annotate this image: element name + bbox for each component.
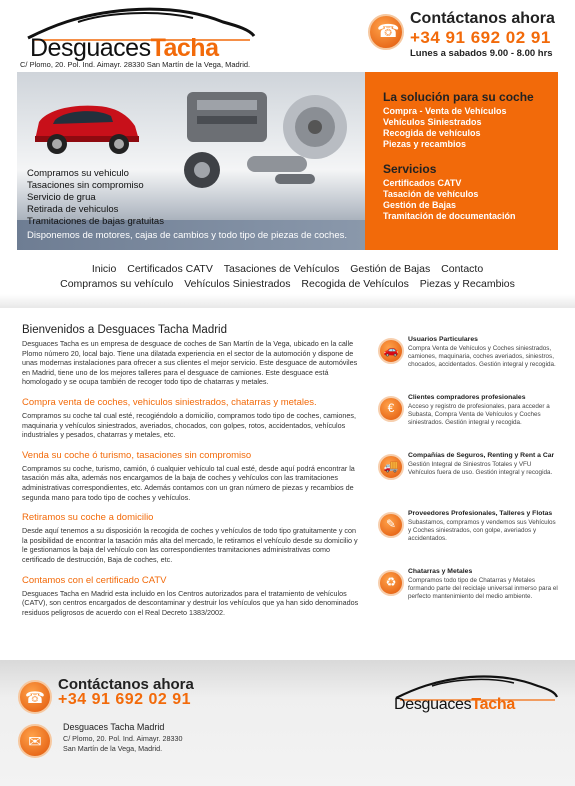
sidebar-item-text: Subastamos, compramos y vendemos sus Vehículos y Coches siniestrados, con golpe, averiados y accidentados. [408, 519, 556, 543]
header-contact [368, 10, 568, 66]
solutions-title: La solución para su coche [383, 90, 534, 104]
footer-phone-icon: ☎ [18, 680, 52, 714]
header-address: C/ Plomo, 20. Pol. Ind. Aimayr. 28330 San Martín de la Vega, Madrid. [20, 60, 251, 69]
footer [0, 660, 575, 786]
footer-company-name: Desguaces Tacha Madrid [63, 722, 165, 732]
business-hours: Lunes a sabados 9.00 - 8.00 hrs [410, 48, 553, 59]
hero-list-item: Servicio de grua [27, 192, 96, 203]
nav-link-tasaciones[interactable]: Tasaciones de Vehículos [223, 263, 340, 275]
logo[interactable] [18, 4, 258, 70]
solution-link[interactable]: Vehículos Siniestrados [383, 117, 482, 127]
red-car-icon [27, 92, 147, 162]
wrench-icon: ✎ [378, 512, 404, 538]
service-link[interactable]: Certificados CATV [383, 178, 462, 188]
nav-link-certificados[interactable]: Certificados CATV [127, 263, 213, 275]
footer-contact-title: Contáctanos ahora [58, 676, 194, 693]
hero-solutions-panel [365, 72, 558, 250]
service-link[interactable]: Tramitación de documentación [383, 211, 516, 221]
sidebar-item-profesionales[interactable] [378, 388, 558, 446]
sidebar-item-particulares[interactable] [378, 330, 558, 388]
hero-list-item: Compramos su vehiculo [27, 168, 129, 179]
hero-list-item: Retirada de vehiculos [27, 204, 119, 215]
solution-link[interactable]: Compra - Venta de Vehículos [383, 106, 507, 116]
service-link[interactable]: Gestión de Bajas [383, 200, 457, 210]
sidebar-item-title: Proveedores Profesionales, Talleres y Flotas [408, 510, 553, 517]
section-heading: Retiramos su coche a domicilio [22, 512, 154, 524]
car-icon: 🚗 [378, 338, 404, 364]
nav-link-siniestrados[interactable]: Vehículos Siniestrados [184, 278, 291, 290]
header [0, 0, 575, 72]
phone-icon: ☎ [368, 14, 404, 50]
service-link[interactable]: Tasación de vehículos [383, 189, 479, 199]
sidebar-item-proveedores[interactable] [378, 504, 558, 562]
sidebar-item-text: Compra Venta de Vehículos y Coches siniestrados, camiones, maquinaria, coches averiados, siniestros, chocados, accidentados. Gestión integral y recogida. [408, 345, 556, 369]
truck-icon: 🚚 [378, 454, 404, 480]
hero-service-list [27, 168, 365, 242]
page-title: Bienvenidos a Desguaces Tacha Madrid [22, 324, 227, 336]
sidebar [378, 330, 558, 620]
section-heading: Venda su coche ó turismo, tasaciones sin compromiso [22, 449, 252, 461]
footer-address-line: C/ Plomo, 20. Pol. Ind. Aimayr. 28330 [63, 734, 183, 743]
sidebar-item-title: Usuarios Particulares [408, 336, 478, 343]
nav-row-2 [0, 277, 575, 292]
section-text: Compramos su coche, turismo, camión, ó cualquier vehículo tal cual esté, desde aquí podrá encontrar la tasación más alta, además nos encargamos de la baja de coches y vehículos con las tramitaciones administrativas correspondientes, etc. Además contamos con un gran número de piezas y recambios de segunda mano para todo tipo de coches y vehículos. [22, 463, 355, 502]
nav-link-contacto[interactable]: Contacto [441, 263, 484, 275]
footer-mail-icon: ✉ [18, 724, 52, 758]
hero-banner [17, 72, 558, 250]
footer-address [63, 734, 182, 753]
services-title: Servicios [383, 162, 437, 176]
intro-paragraph: Desguaces Tacha es un empresa de desguace de coches de San Martín de la Vega, ubicado en la calle Plomo número 20, local bajo. Tiene una dilatada experiencia en el sector de la automoción y dispone de unas modernas instalaciones para ofrecer a sus clientes el mejor servicio. Este desguace de automóviles en Madrid, tiene uno de los mejores talleres para el desguace de camiones. Este desguace está homologado y se ocupa también de recoger todo tipo de chatarras y metales. [22, 339, 358, 387]
section-heading: Compra venta de coches, vehiculos siniestrados, chatarras y metales. [22, 396, 317, 408]
logo-wordmark: DesguacesTacha [30, 34, 219, 62]
hero-bottom-line: Disponemos de motores, cajas de cambios y todo tipo de piezas de coches. [27, 230, 348, 241]
nav-link-recogida[interactable]: Recogida de Vehículos [301, 278, 409, 290]
hero-list-item: Tramitaciones de bajas gratuitas [27, 216, 164, 227]
scrap-icon: ♻ [378, 570, 404, 596]
nav-row-1 [0, 262, 575, 277]
sidebar-item-text: Gestión Integral de Siniestros Totales y VFU Vehículos fuera de uso. Gestión integral y recogida. [408, 461, 553, 477]
nav-link-inicio[interactable]: Inicio [91, 263, 117, 275]
euro-icon: € [378, 396, 404, 422]
footer-phone[interactable]: +34 91 692 02 91 [58, 691, 192, 708]
section-text: Compramos su coche tal cual esté, recogiéndolo a domicilio, compramos todo tipo de coches, camiones, maquinaria y vehículos siniestrados, averiados, chocados, con golpes, rotos, accidentados, vehículos industriales y pesados, chatarras y metales, etc. [22, 410, 356, 440]
sidebar-item-text: Compramos todo tipo de Chatarras y Metales formando parte del reciclaje universal inmerso para el perfecto mantenimiento del medio ambiente. [408, 577, 558, 601]
nav-link-compramos[interactable]: Compramos su vehículo [60, 278, 174, 290]
sidebar-item-title: Chatarras y Metales [408, 568, 473, 575]
solution-link[interactable]: Recogida de vehículos [383, 128, 481, 138]
main-content [22, 324, 360, 617]
contact-phone[interactable]: +34 91 692 02 91 [410, 28, 551, 47]
sidebar-item-title: Clientes compradores profesionales [408, 394, 526, 401]
sidebar-item-chatarras[interactable] [378, 562, 558, 620]
hero-list-item: Tasaciones sin compromiso [27, 180, 144, 191]
sidebar-item-title: Compañías de Seguros, Renting y Rent a Car [408, 452, 555, 459]
section-text: Desguaces Tacha en Madrid esta incluido en los Centros autorizados para el tratamiento de vehículos (CATV), son centros encargados de descontaminar y destruir los vehículos que ya han sido denominados residuos peligrosos de acuerdo con el Real Decreto 1383/2002. [22, 588, 359, 617]
nav-link-piezas[interactable]: Piezas y Recambios [419, 278, 515, 290]
hero-image-panel [17, 72, 365, 250]
main-navigation [0, 262, 575, 308]
footer-logo-wordmark: DesguacesTacha [394, 696, 515, 713]
sidebar-item-text: Acceso y registro de profesionales, para acceder a Subasta, Compra Venta de Vehículos y Coches siniestrados. Gestión integral y recogida. [408, 403, 550, 427]
footer-logo[interactable] [390, 672, 560, 720]
sidebar-item-seguros[interactable] [378, 446, 558, 504]
section-heading: Contamos con el certificado CATV [22, 574, 167, 586]
solution-link[interactable]: Piezas y recambios [383, 139, 467, 149]
nav-link-bajas[interactable]: Gestión de Bajas [350, 263, 431, 275]
section-text: Desde aquí tenemos a su disposición la recogida de coches y vehículos de todo tipo gratuitamente y con la posibilidad de encontrar la tasación más alta del mercado, le retiramos el vehículo desde su domicilio y le gestionamos la baja del vehículo con las correspondientes tramitaciones administrativas como certificado de destrucción, Baja de coches, etc. [22, 526, 358, 564]
footer-address-line: San Martín de la Vega, Madrid. [63, 743, 163, 753]
contact-title: Contáctanos ahora [410, 10, 555, 27]
